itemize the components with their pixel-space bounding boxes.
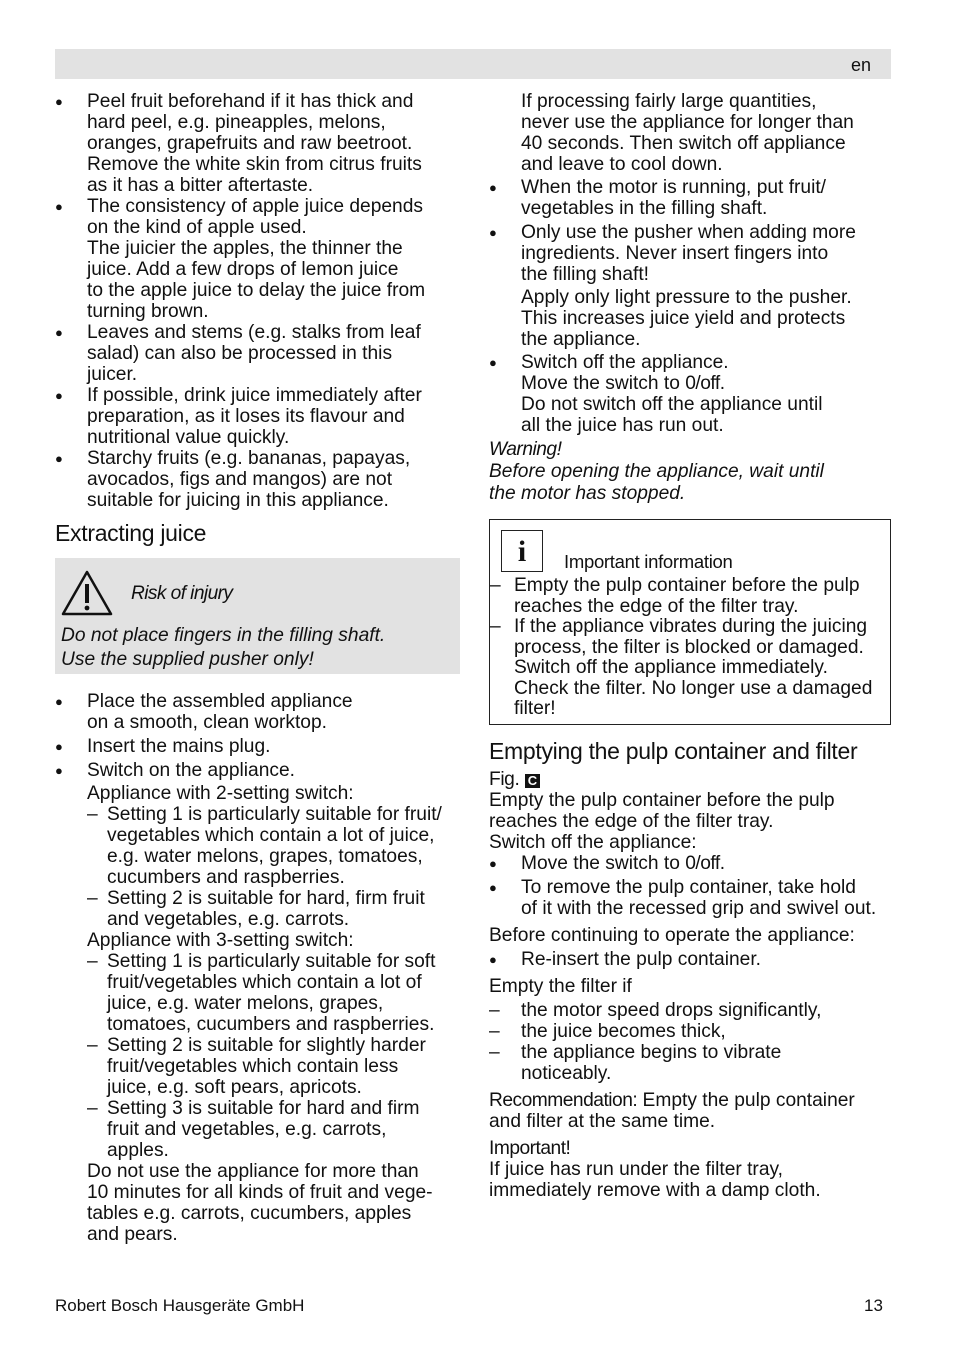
text-line: ● If possible, drink juice immediately after — [87, 385, 422, 406]
tip-item — [55, 322, 460, 385]
text-line: vegetables in the filling shaft. — [521, 198, 768, 219]
text-line: e.g. water melons, grapes, tomatoes, — [107, 846, 423, 867]
text-line: ingredients. Never insert fingers into — [521, 243, 829, 264]
text-line: ● The consistency of apple juice depends — [87, 196, 423, 217]
text-line: Apply only light pressure to the pusher. — [521, 287, 852, 308]
recommendation: Recommendation: Empty the pulp container — [489, 1089, 855, 1111]
right-column — [489, 91, 891, 1201]
two-setting-heading: Appliance with 2-setting switch: — [87, 783, 354, 804]
text-line: apples. — [107, 1140, 169, 1161]
text-line: Do not place fingers in the filling shaft. — [61, 625, 386, 646]
language-label: en — [850, 55, 871, 75]
filter-reason — [489, 1042, 891, 1084]
text-line: filter! — [514, 698, 556, 719]
info-box — [489, 519, 891, 725]
text-line: – Setting 2 is suitable for hard, firm fruit — [107, 888, 425, 909]
recommendation-line2: and filter at the same time. — [489, 1110, 716, 1132]
step-add-fruit — [489, 177, 891, 219]
warning-box — [55, 558, 460, 674]
text-line: – Setting 1 is particularly suitable for fruit/ — [107, 804, 442, 825]
figure-letter-badge: C — [525, 774, 540, 788]
warning-text — [61, 624, 454, 672]
text-line: – Empty the pulp container before the pulp — [514, 575, 860, 596]
section-heading-extracting-juice: Extracting juice — [55, 520, 207, 546]
filter-reason — [489, 1021, 891, 1042]
text-line: Do not switch off the appliance until — [521, 394, 823, 415]
text-line: Do not use the appliance for more than — [87, 1161, 419, 1182]
text-line: immediately remove with a damp cloth. — [489, 1179, 821, 1201]
important-label: Important! — [489, 1137, 571, 1159]
step-use-pusher — [489, 222, 891, 285]
text-line: If processing fairly large quantities, — [521, 91, 817, 112]
tip-item — [55, 91, 460, 196]
text-line: and vegetables, e.g. carrots. — [107, 909, 350, 930]
text-line: – the appliance begins to vibrate — [521, 1041, 782, 1063]
step-reinsert: ● Re-insert the pulp container. — [489, 949, 891, 970]
text-line: ● Starchy fruits (e.g. bananas, papayas, — [87, 448, 411, 469]
text-line: Switch off the appliance: — [489, 831, 697, 853]
text-line: fruit/vegetables which contain a lot of — [107, 972, 422, 993]
text-line: avocados, figs and mangos) are not — [87, 469, 393, 490]
text-line: ● To remove the pulp container, take hold — [521, 876, 856, 898]
text-line: on the kind of apple used. — [87, 217, 307, 238]
header-bar — [55, 49, 891, 79]
tip-item — [55, 196, 460, 322]
before-continuing: Before continuing to operate the appliance: — [489, 924, 855, 946]
text-line: vegetables which contain a lot of juice, — [107, 825, 435, 846]
text-line: ● Place the assembled appliance — [87, 691, 353, 712]
text-line: juice, e.g. water melons, grapes, — [107, 993, 384, 1014]
wait-note — [489, 394, 891, 436]
text-line: all the juice has run out. — [521, 415, 724, 436]
text-line: Remove the white skin from citrus fruits — [87, 154, 422, 175]
text-line: the filling shaft! — [521, 264, 649, 285]
time-note — [55, 1161, 460, 1245]
warning-text-right — [489, 461, 891, 505]
figure-reference: Fig. C — [489, 769, 891, 790]
left-column — [55, 91, 460, 1245]
text-line: – If the appliance vibrates during the juicing — [514, 616, 868, 637]
text-line: 40 seconds. Then switch off appliance — [521, 133, 846, 154]
text-line: to the apple juice to delay the juice from — [87, 280, 426, 301]
step-remove-container — [489, 877, 891, 919]
setting-item — [55, 888, 460, 930]
text-line: Use the supplied pusher only! — [61, 649, 314, 670]
warning-title: Risk of injury — [131, 582, 233, 604]
text-line: reaches the edge of the filter tray. — [514, 595, 799, 617]
text-line: juice, e.g. soft pears, apricots. — [107, 1077, 362, 1098]
text-line: the motor has stopped. — [489, 483, 686, 504]
important-text — [489, 1159, 891, 1201]
info-icon: i — [501, 530, 543, 572]
empty-filter-if: Empty the filter if — [489, 975, 632, 997]
empty-intro — [489, 790, 891, 853]
text-line: tables e.g. carrots, cucumbers, apples — [87, 1203, 412, 1224]
text-line: ● When the motor is running, put fruit/ — [521, 177, 827, 198]
section-heading-emptying: Emptying the pulp container and filter — [489, 737, 858, 764]
text-line: process, the filter is blocked or damaged. — [514, 636, 864, 658]
step-switch-on: ● Switch on the appliance. — [55, 760, 460, 781]
text-line: as it has a bitter aftertaste. — [87, 175, 314, 196]
setting-item — [55, 1035, 460, 1098]
text-line: fruit/vegetables which contain less — [107, 1056, 399, 1077]
footer-company: Robert Bosch Hausgeräte GmbH — [55, 1296, 305, 1315]
info-title: Important information — [564, 551, 733, 572]
step-move-switch: ● Move the switch to 0/off. — [489, 853, 891, 874]
switch-position-label: 0/off — [685, 373, 720, 394]
text-line: Switch off the appliance immediately. — [514, 657, 828, 678]
text-line: This increases juice yield and protects — [521, 308, 846, 329]
three-setting-heading: Appliance with 3-setting switch: — [87, 930, 354, 951]
text-line: hard peel, e.g. pineapples, melons, — [87, 112, 386, 133]
text-line: oranges, grapefruits and raw beetroot. — [87, 133, 413, 154]
info-item — [490, 617, 890, 720]
text-line: fruit and vegetables, e.g. carrots, — [107, 1119, 387, 1140]
text-line: turning brown. — [87, 301, 209, 322]
text-line: – the juice becomes thick, — [521, 1020, 726, 1042]
text-line: Check the filter. No longer use a damaged — [514, 677, 873, 699]
step-place — [55, 691, 460, 733]
text-line: reaches the edge of the filter tray. — [489, 810, 774, 832]
setting-item — [55, 951, 460, 1035]
step-switch-off: ● Switch off the appliance. — [489, 352, 891, 373]
text-line: the appliance. — [521, 329, 641, 350]
text-line: and leave to cool down. — [521, 154, 723, 175]
step-insert-plug: ● Insert the mains plug. — [55, 736, 460, 757]
text-line: Before opening the appliance, wait until — [489, 461, 824, 482]
tip-item — [55, 385, 460, 448]
text-line: – Setting 3 is suitable for hard and firm — [107, 1098, 420, 1119]
text-line: 10 minutes for all kinds of fruit and vege- — [87, 1182, 433, 1203]
page-number: 13 — [864, 1296, 883, 1315]
duration-note — [489, 91, 891, 175]
text-line: Empty the pulp container before the pulp — [489, 789, 835, 811]
text-line: nutritional value quickly. — [87, 427, 290, 448]
text-line: juice. Add a few drops of lemon juice — [87, 259, 399, 280]
text-line: ● Only use the pusher when adding more — [521, 222, 856, 243]
text-line: juicer. — [87, 364, 138, 385]
text-line: – Setting 1 is particularly suitable for soft — [107, 951, 436, 972]
text-line: suitable for juicing in this appliance. — [87, 490, 389, 511]
tip-item — [55, 448, 460, 511]
text-line: – the motor speed drops significantly, — [521, 999, 822, 1021]
setting-item — [55, 804, 460, 888]
text-line: preparation, as it loses its flavour and — [87, 406, 405, 427]
text-line: – Setting 2 is suitable for slightly harder — [107, 1035, 426, 1056]
text-line: noticeably. — [521, 1062, 612, 1084]
text-line: and pears. — [87, 1224, 178, 1245]
text-line: of it with the recessed grip and swivel out. — [521, 897, 877, 919]
text-line: on a smooth, clean worktop. — [87, 712, 327, 733]
text-line: cucumbers and raspberries. — [107, 867, 345, 888]
filter-reason — [489, 1000, 891, 1021]
text-line: The juicier the apples, the thinner the — [87, 238, 403, 259]
move-switch-text: Move the switch to 0/off. — [521, 373, 726, 394]
pressure-note — [489, 287, 891, 350]
warning-triangle-icon — [61, 569, 113, 617]
text-line: If juice has run under the filter tray, — [489, 1158, 783, 1180]
text-line: ● Peel fruit beforehand if it has thick and — [87, 91, 414, 112]
warning-label: Warning! — [489, 439, 562, 460]
setting-item — [55, 1098, 460, 1161]
text-line: ● Leaves and stems (e.g. stalks from leaf — [87, 322, 421, 343]
text-line: salad) can also be processed in this — [87, 343, 393, 364]
text-line: never use the appliance for longer than — [521, 112, 854, 133]
text-line: tomatoes, cucumbers and raspberries. — [107, 1014, 435, 1035]
info-item — [490, 576, 890, 617]
